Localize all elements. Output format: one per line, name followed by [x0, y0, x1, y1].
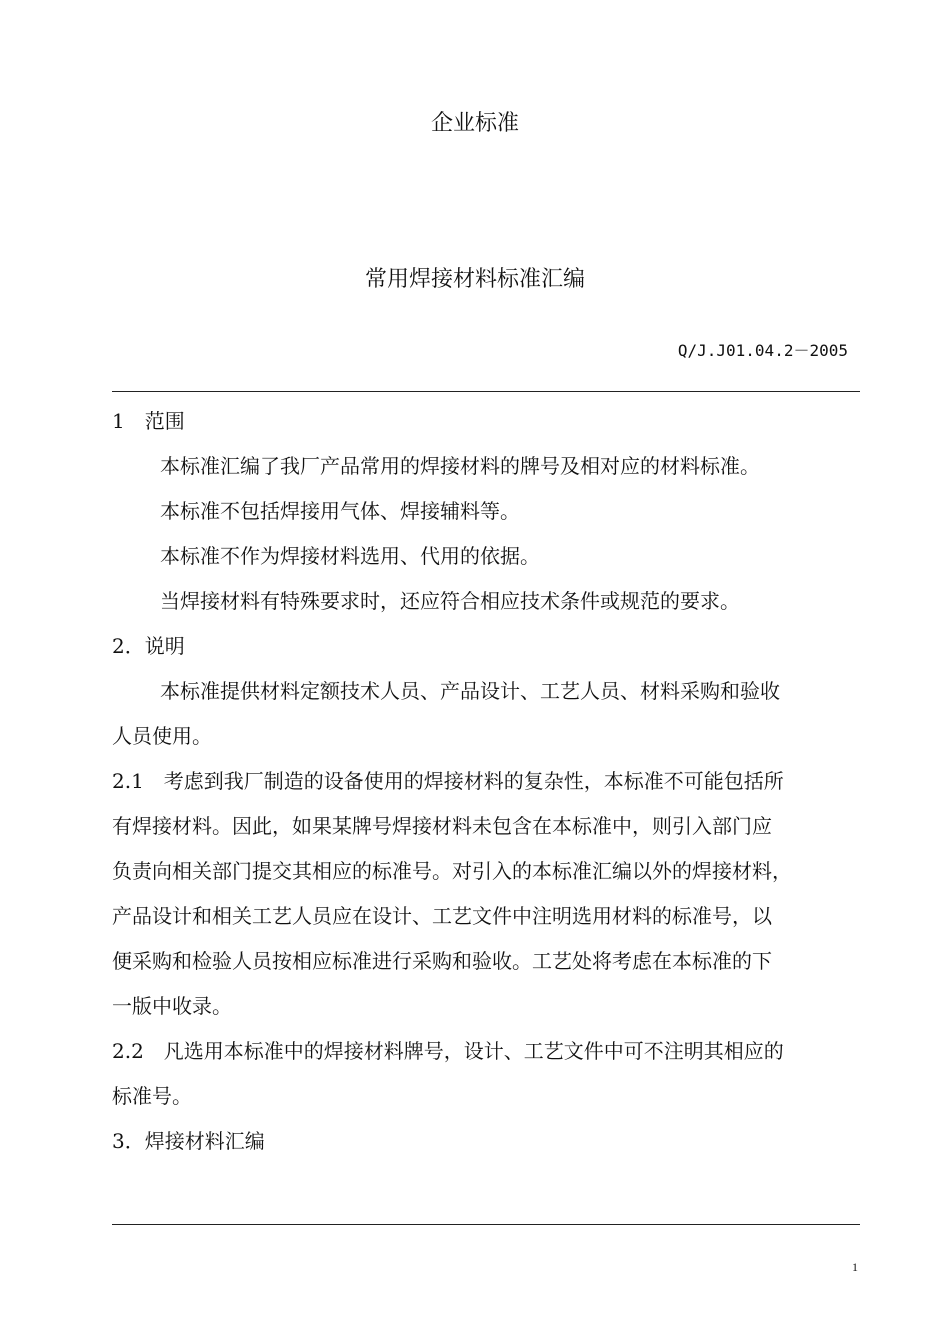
clause-2-1-line-5: 便采购和检验人员按相应标准进行采购和验收。工艺处将考虑在本标准的下 — [112, 949, 772, 973]
section-1-heading: 1 范围 — [112, 409, 185, 433]
clause-2-2-line-1: 2.2 凡选用本标准中的焊接材料牌号，设计、工艺文件中可不注明其相应的 — [112, 1039, 784, 1063]
section-2-paragraph-line-2: 人员使用。 — [112, 724, 212, 748]
clause-2-1-line-3: 负责向相关部门提交其相应的标准号。对引入的本标准汇编以外的焊接材料， — [112, 859, 792, 883]
clause-2-1-line-6: 一版中收录。 — [112, 994, 232, 1018]
document-title: 常用焊接材料标准汇编 — [364, 267, 585, 292]
section-1-paragraph-3: 本标准不作为焊接材料选用、代用的依据。 — [160, 544, 540, 568]
standard-code: Q/J.J01.04.2－2005 — [677, 341, 848, 360]
top-divider — [112, 391, 860, 392]
section-3-heading: 3．焊接材料汇编 — [112, 1129, 265, 1153]
enterprise-standard-header: 企业标准 — [430, 111, 519, 136]
clause-2-1-line-1: 2.1 考虑到我厂制造的设备使用的焊接材料的复杂性，本标准不可能包括所 — [112, 769, 784, 793]
clause-2-1-line-4: 产品设计和相关工艺人员应在设计、工艺文件中注明选用材料的标准号，以 — [112, 904, 772, 928]
section-1-paragraph-1: 本标准汇编了我厂产品常用的焊接材料的牌号及相对应的材料标准。 — [160, 454, 760, 478]
section-1-paragraph-2: 本标准不包括焊接用气体、焊接辅料等。 — [160, 499, 520, 523]
clause-2-1-line-2: 有焊接材料。因此，如果某牌号焊接材料未包含在本标准中，则引入部门应 — [112, 814, 772, 838]
section-2-heading: 2．说明 — [112, 634, 185, 658]
section-1-paragraph-4: 当焊接材料有特殊要求时，还应符合相应技术条件或规范的要求。 — [160, 589, 740, 613]
page-number: 1 — [852, 1260, 858, 1274]
clause-2-2-line-2: 标准号。 — [112, 1084, 192, 1108]
section-2-paragraph-line-1: 本标准提供材料定额技术人员、产品设计、工艺人员、材料采购和验收 — [160, 679, 780, 703]
bottom-divider — [112, 1224, 860, 1225]
